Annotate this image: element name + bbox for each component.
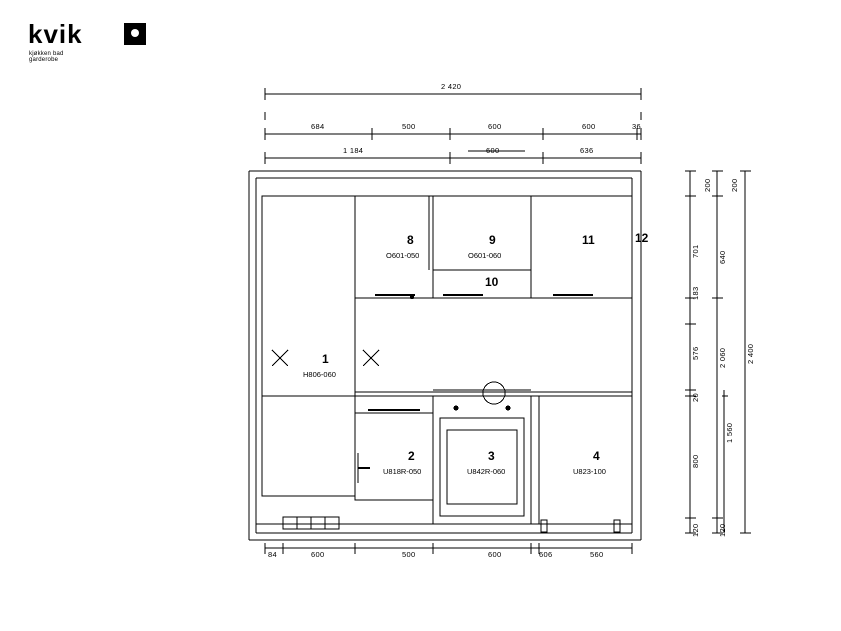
dim-top-row1-3: 600 bbox=[582, 122, 596, 131]
cabinet-number-12: 12 bbox=[635, 231, 649, 245]
cabinet-number-4: 4 bbox=[593, 449, 600, 463]
brand-name: kvik bbox=[28, 19, 83, 49]
cabinet-code-1: H806-060 bbox=[303, 370, 336, 379]
dim-right-c1-5: 800 bbox=[691, 454, 700, 468]
dim-top-row2-1: 600 bbox=[486, 146, 500, 155]
dim-top-row1-1: 500 bbox=[402, 122, 416, 131]
kvik-square-logo-dot bbox=[131, 29, 139, 37]
cabinet-number-2: 2 bbox=[408, 449, 415, 463]
dim-bottom-2: 500 bbox=[402, 550, 416, 559]
dim-right-c1-0: 200 bbox=[703, 178, 712, 192]
dim-right-c3-1: 1 560 bbox=[725, 422, 734, 443]
brand-logo bbox=[28, 19, 83, 63]
dim-bottom-4: 606 bbox=[539, 550, 553, 559]
dim-right-c1-4: 20 bbox=[691, 393, 700, 402]
brand-tagline: kjøkken bad garderobe bbox=[29, 51, 64, 63]
dim-right-c2-2: 2 060 bbox=[718, 347, 727, 368]
dim-top-row1-4: 36 bbox=[632, 122, 641, 131]
dim-top-row1-0: 684 bbox=[311, 122, 325, 131]
dim-right-c1-1: 701 bbox=[691, 244, 700, 258]
dim-bottom-5: 560 bbox=[590, 550, 604, 559]
dim-bottom-0: 84 bbox=[268, 550, 277, 559]
dim-right-c1-6: 120 bbox=[691, 523, 700, 537]
cabinet-number-10: 10 bbox=[485, 275, 499, 289]
dim-right-c2-3: 120 bbox=[718, 523, 727, 537]
cabinet-number-11: 11 bbox=[582, 233, 595, 247]
dim-bottom-1: 600 bbox=[311, 550, 325, 559]
cabinet-code-3: U842R-060 bbox=[467, 467, 506, 476]
dim-right-c1-3: 576 bbox=[691, 346, 700, 360]
dim-right-c3-0: 2 400 bbox=[746, 343, 755, 364]
cabinet-number-3: 3 bbox=[488, 449, 495, 463]
cabinet-number-1: 1 bbox=[322, 352, 329, 366]
dim-right-c2-1: 640 bbox=[718, 250, 727, 264]
cabinet-number-8: 8 bbox=[407, 233, 414, 247]
dim-top-row2-0: 1 184 bbox=[343, 146, 364, 155]
cabinet-code-2: U818R-050 bbox=[383, 467, 422, 476]
cabinet-code-9: O601-060 bbox=[468, 251, 502, 260]
dim-right-c1-2: 183 bbox=[691, 286, 700, 300]
cabinet-code-4: U823-100 bbox=[573, 467, 606, 476]
dim-bottom-3: 600 bbox=[488, 550, 502, 559]
dim-top-row2-2: 636 bbox=[580, 146, 594, 155]
dim-overall-top: 2 420 bbox=[441, 82, 462, 91]
dim-top-row1-2: 600 bbox=[488, 122, 502, 131]
dim-right-c2-0: 200 bbox=[730, 178, 739, 192]
cabinet-number-9: 9 bbox=[489, 233, 496, 247]
cabinet-code-8: O601-050 bbox=[386, 251, 420, 260]
